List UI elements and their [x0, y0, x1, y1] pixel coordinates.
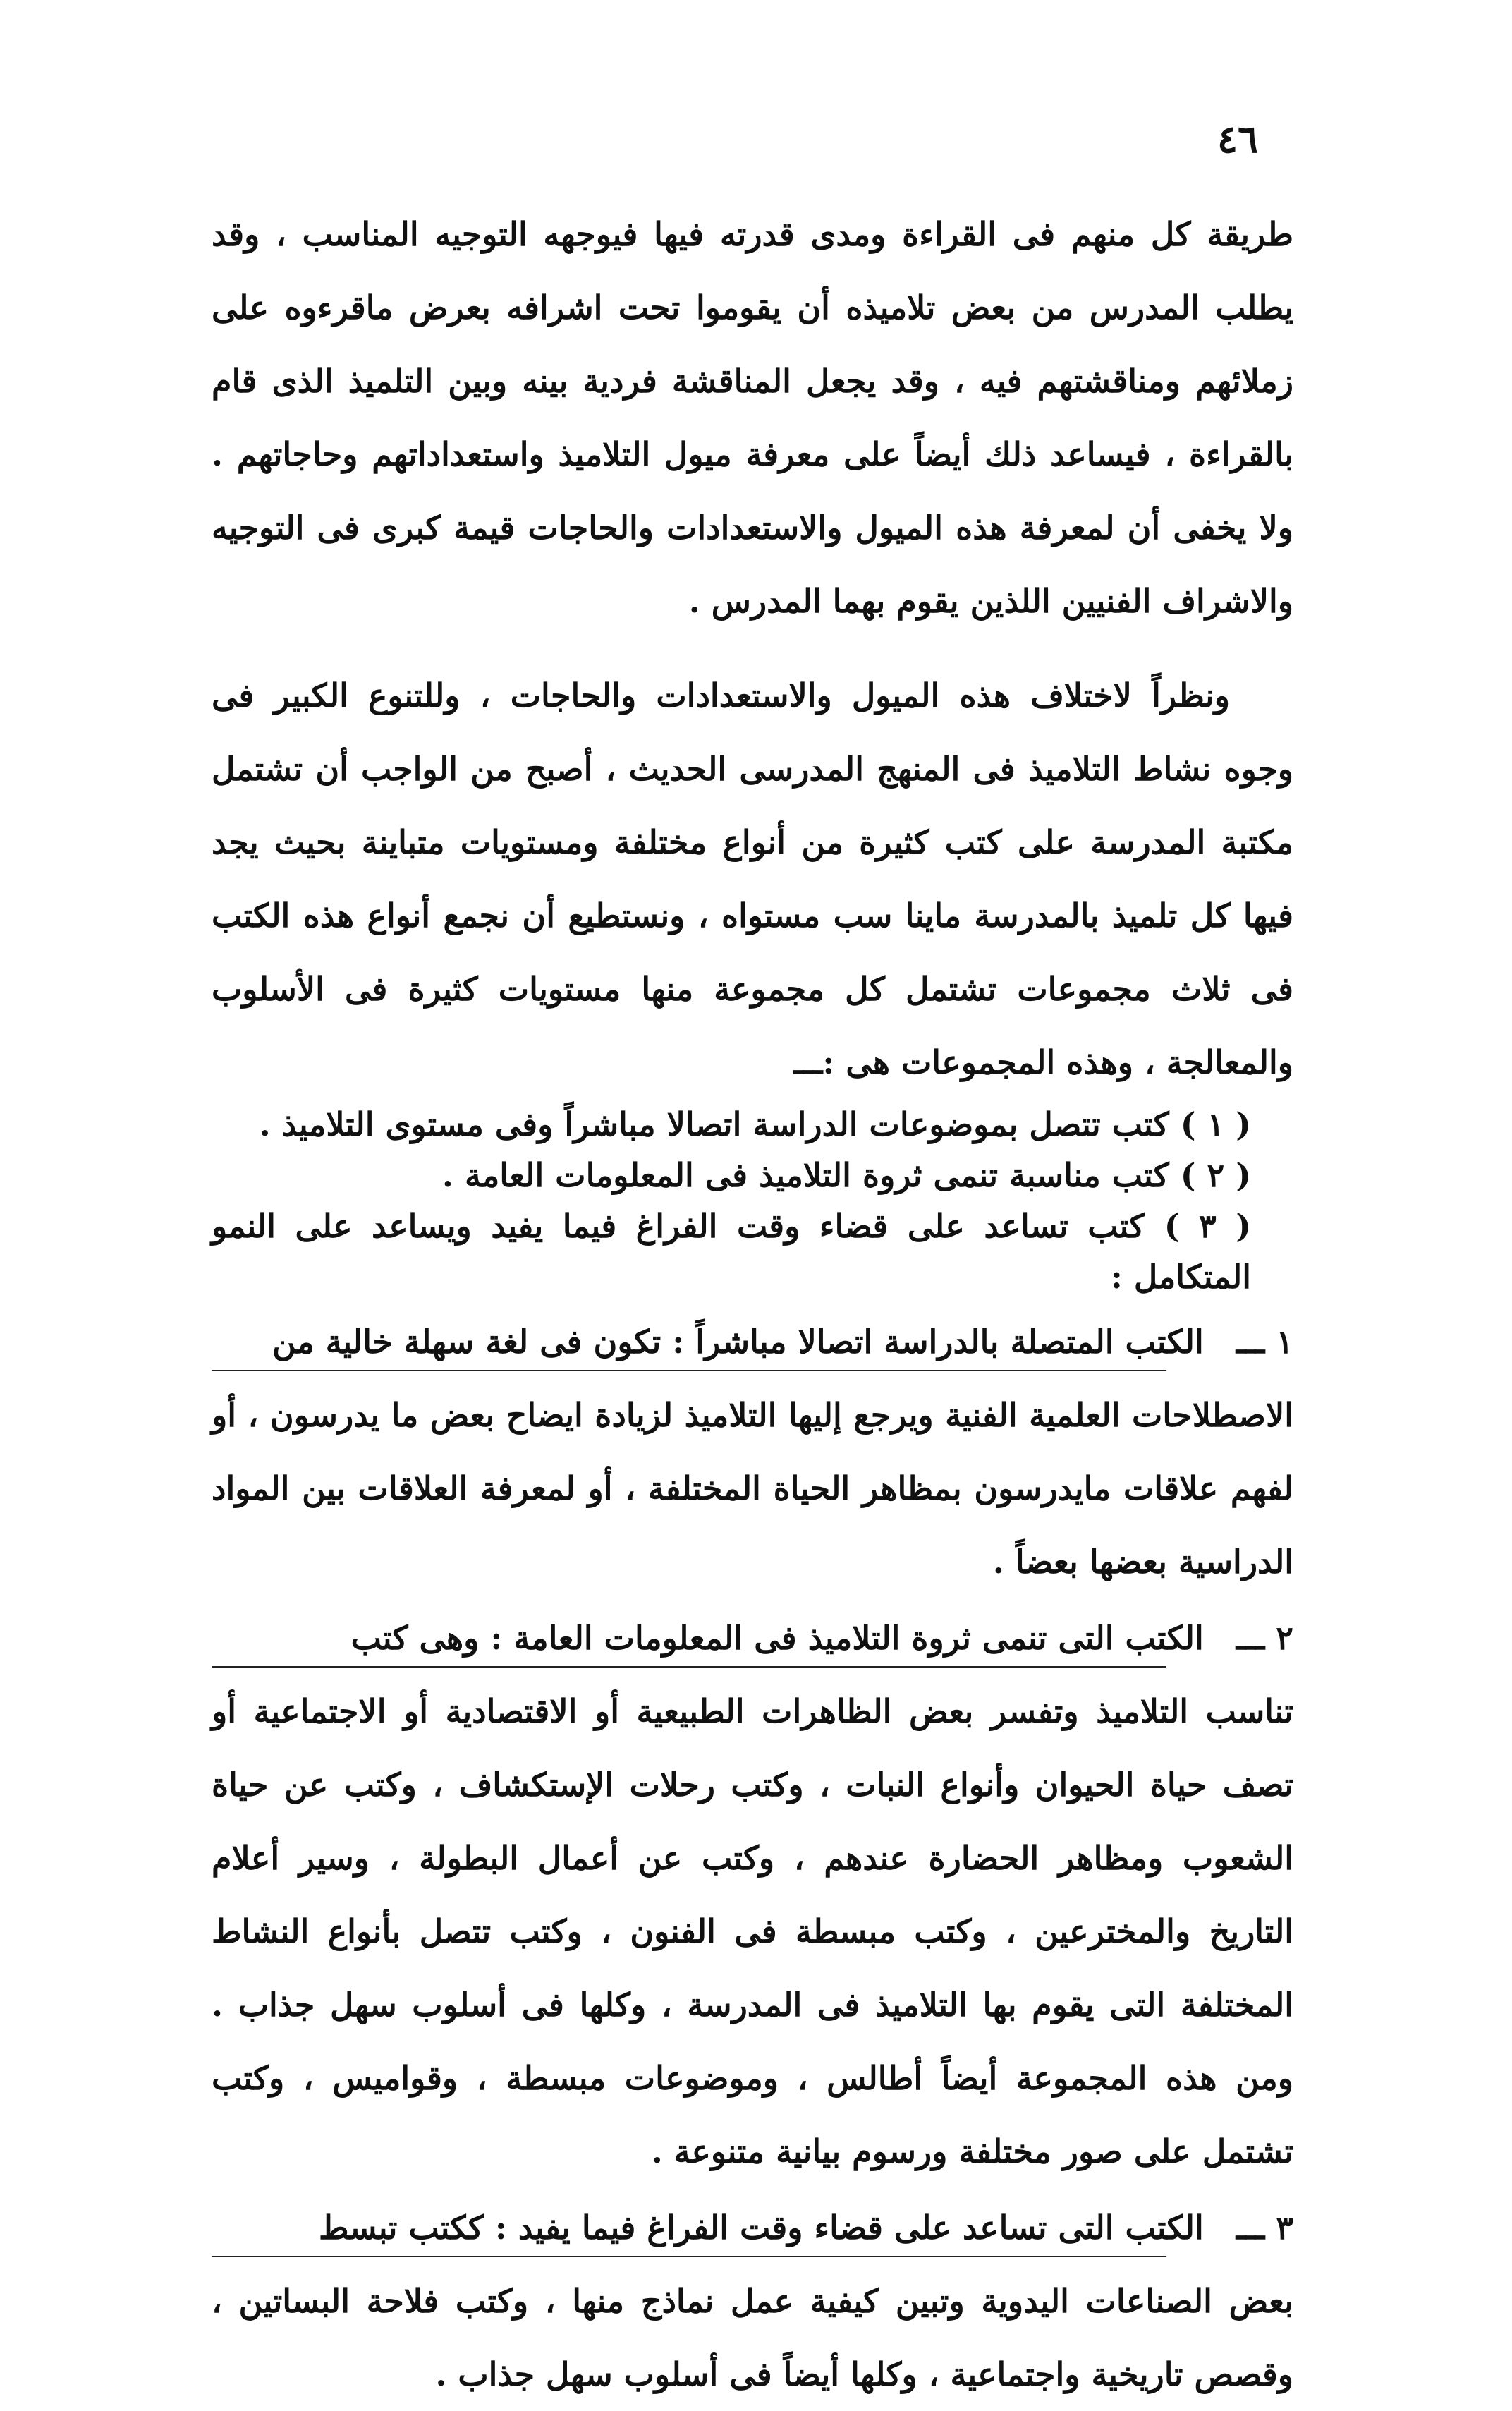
underline-rule — [212, 1370, 1166, 1371]
section-3 — [212, 2191, 1293, 2411]
book-groups-list — [212, 1099, 1293, 1302]
section-1 — [212, 1305, 1293, 1598]
text-block — [212, 198, 1293, 2411]
section-number: ١ ـــ — [1236, 1323, 1293, 1361]
section-number: ٣ ـــ — [1236, 2209, 1293, 2247]
paragraph-1: طريقة كل منهم فى القراءة ومدى قدرته فيها فيوجهه التوجيه المناسب ، وقد يطلب المدرس من بعض تلاميذه أن يقوموا تحت اشرافه بعرض ماقرءوه على زملائهم ومناقشتهم فيه ، وقد يجعل المناقشة فردية بينه وبين التلميذ الذى قام بالقراءة ، فيساعد ذلك أيضاً على معرفة ميول التلاميذ واستعداداتهم وحاجاتهم . ولا يخفى أن لمعرفة هذه الميول والاستعدادات والحاجات قيمة كبرى فى التوجيه والاشراف الفنيين اللذين يقوم بهما المدرس . — [212, 215, 1293, 620]
list-item: ( ٢ ) كتب مناسبة تنمى ثروة التلاميذ فى المعلومات العامة . — [441, 1156, 1251, 1194]
list-item: ( ٣ ) كتب تساعد على قضاء وقت الفراغ فيما يفيد ويساعد على النمو المتكامل : — [212, 1207, 1251, 1296]
section-body: بعض الصناعات اليدوية وتبين كيفية عمل نماذج منها ، وكتب فلاحة البساتين ، وقصص تاريخية واجتماعية ، وكلها أيضاً فى أسلوب سهل جذاب . — [212, 2282, 1293, 2393]
underline-rule — [212, 2256, 1166, 2257]
section-body: تناسب التلاميذ وتفسر بعض الظاهرات الطبيعية أو الاقتصادية أو الاجتماعية أو تصف حياة الحيوان وأنواع النبات ، وكتب رحلات الإستكشاف ، وكتب عن حياة الشعوب ومظاهر الحضارة عندهم ، وكتب عن أعمال البطولة ، وسير أعلام التاريخ والمخترعين ، وكتب مبسطة فى الفنون ، وكتب تتصل بأنواع النشاط المختلفة التى يقوم بها التلاميذ فى المدرسة ، وكلها فى أسلوب سهل جذاب . ومن هذه المجموعة أيضاً أطالس ، وموضوعات مبسطة ، وقواميس ، وكتب تشتمل على صور مختلفة ورسوم بيانية متنوعة . — [212, 1692, 1293, 2170]
section-heading — [212, 1305, 1293, 1378]
section-number: ٢ ـــ — [1236, 1619, 1293, 1657]
section-heading-text: الكتب التى تساعد على قضاء وقت الفراغ فيما يفيد : ككتب تبسط — [319, 2209, 1204, 2247]
paragraph-2: ونظراً لاختلاف هذه الميول والاستعدادات والحاجات ، وللتنوع الكبير فى وجوه نشاط التلاميذ فى المنهج المدرسى الحديث ، أصبح من الواجب أن تشتمل مكتبة المدرسة على كتب كثيرة من أنواع مختلفة ومستويات متباينة بحيث يجد فيها كل تلميذ بالمدرسة ماينا سب مستواه ، ونستطيع أن نجمع أنواع هذه الكتب فى ثلاث مجموعات تشتمل كل مجموعة منها مستويات كثيرة فى الأسلوب والمعالجة ، وهذه المجموعات هى :ـــ — [212, 676, 1293, 1081]
list-item: ( ١ ) كتب تتصل بموضوعات الدراسة اتصالا مباشراً وفى مستوى التلاميذ . — [259, 1105, 1251, 1143]
section-heading — [212, 2191, 1293, 2264]
section-heading-text: الكتب المتصلة بالدراسة اتصالا مباشراً : تكون فى لغة سهلة خالية من — [272, 1323, 1204, 1361]
section-body: الاصطلاحات العلمية الفنية ويرجع إليها التلاميذ لزيادة ايضاح بعض ما يدرسون ، أو لفهم علاقات مايدرسون بمظاهر الحياة المختلفة ، أو لمعرفة العلاقات بين المواد الدراسية بعضها بعضاً . — [212, 1396, 1293, 1581]
page-number: ٤٦ — [1217, 116, 1258, 162]
section-heading-text: الكتب التى تنمى ثروة التلاميذ فى المعلومات العامة : وهى كتب — [350, 1619, 1204, 1657]
section-heading — [212, 1601, 1293, 1675]
underline-rule — [212, 1666, 1166, 1668]
section-2 — [212, 1601, 1293, 2188]
